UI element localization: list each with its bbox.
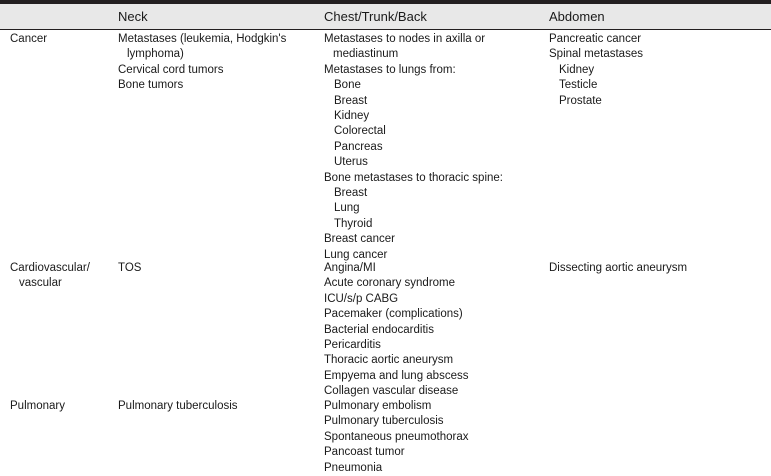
cell-line: Lung cancer: [324, 248, 388, 261]
cell-line: Angina/MI: [324, 262, 376, 274]
cell-line: Pancreatic cancer: [549, 33, 642, 45]
cell-line: ICU/s/p CABG: [324, 292, 399, 305]
row-cardiovascular-category: [10, 261, 110, 292]
cell-line: Breast cancer: [324, 233, 395, 246]
cell-line: TOS: [118, 262, 142, 274]
cell-line: Pericarditis: [324, 339, 381, 352]
cell-line: Lung: [334, 202, 360, 215]
cell-line: vascular: [19, 277, 62, 290]
cell-line: Pulmonary embolism: [324, 400, 432, 412]
row-cancer-category: [10, 32, 110, 47]
cell-line: Pancreas: [334, 140, 383, 153]
cell-line: Prostate: [559, 94, 602, 107]
row-pulmonary-chest: [324, 399, 544, 476]
cell-line: Testicle: [559, 79, 598, 92]
row-cancer-abdomen: [549, 32, 769, 109]
cell-line: Empyema and lung abscess: [324, 369, 469, 382]
cell-line: Collagen vascular disease: [324, 385, 459, 398]
row-cardiovascular-chest: [324, 261, 544, 400]
cell-line: Bacterial endocarditis: [324, 323, 434, 336]
table-header-row: [0, 4, 771, 30]
cell-line: Bone: [334, 79, 361, 92]
row-pulmonary-neck: [118, 399, 318, 414]
row-cancer-chest: [324, 32, 544, 263]
cell-line: Acute coronary syndrome: [324, 277, 456, 290]
cell-line: lymphoma): [127, 48, 184, 61]
cell-line: Thoracic aortic aneurysm: [324, 354, 454, 367]
cell-line: Bone metastases to thoracic spine:: [324, 171, 503, 184]
row-cancer-neck: [118, 32, 318, 94]
cell-line: Thyroid: [334, 217, 373, 230]
cell-line: Metastases to lungs from:: [324, 63, 456, 76]
cell-line: Spinal metastases: [549, 48, 643, 61]
header-chest-trunk-back: Chest/Trunk/Back: [324, 9, 427, 24]
cell-line: Metastases (leukemia, Hodgkin's: [118, 33, 287, 45]
cell-line: Pacemaker (complications): [324, 308, 463, 321]
cell-line: Colorectal: [334, 125, 386, 138]
cell-line: Pulmonary tuberculosis: [118, 400, 238, 412]
cell-line: Metastases to nodes in axilla or: [324, 33, 486, 45]
cell-line: Breast: [334, 94, 368, 107]
header-neck: Neck: [118, 9, 148, 24]
cell-line: Cardiovascular/: [10, 262, 90, 274]
row-cardiovascular-neck: [118, 261, 318, 276]
header-abdomen: Abdomen: [549, 9, 605, 24]
cell-line: Cancer: [10, 33, 48, 45]
cell-line: Uterus: [334, 156, 368, 169]
cell-line: Pulmonary: [10, 400, 65, 412]
row-pulmonary-category: [10, 399, 110, 414]
cell-line: mediastinum: [333, 48, 399, 61]
cell-line: Pulmonary tuberculosis: [324, 415, 444, 428]
cell-line: Kidney: [559, 63, 595, 76]
cell-line: Kidney: [334, 110, 370, 123]
cell-line: Breast: [334, 187, 368, 200]
cell-line: Spontaneous pneumothorax: [324, 430, 469, 443]
cell-line: Cervical cord tumors: [118, 63, 224, 76]
cell-line: Bone tumors: [118, 79, 184, 92]
cell-line: Pancoast tumor: [324, 446, 405, 459]
cell-line: Pneumonia: [324, 461, 383, 474]
cell-line: Dissecting aortic aneurysm: [549, 262, 688, 274]
row-cardiovascular-abdomen: [549, 261, 769, 276]
